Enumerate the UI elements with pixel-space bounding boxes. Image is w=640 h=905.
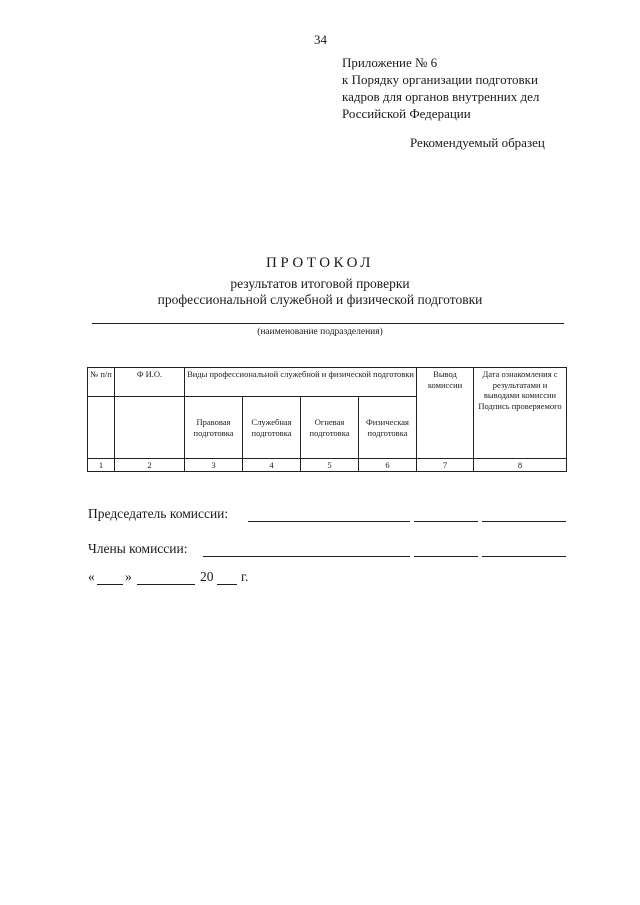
appendix-line: к Порядку организации подготовки	[342, 72, 538, 87]
table-header-row	[88, 368, 567, 397]
members-label: Члены комиссии:	[88, 541, 188, 556]
document-subtitle: результатов итоговой проверки	[230, 276, 410, 291]
column-number: 1	[88, 459, 115, 472]
column-number: 6	[359, 459, 417, 472]
date-year-line[interactable]	[217, 584, 237, 585]
chairman-signature-line[interactable]	[414, 521, 478, 522]
header-fire-training: Огневая подготовка	[301, 397, 359, 459]
members-initials-line[interactable]	[482, 556, 566, 557]
table-numbering-row	[88, 459, 567, 472]
unit-name-line[interactable]	[92, 323, 564, 324]
header-name: Ф И.О.	[115, 368, 185, 397]
appendix-header	[342, 54, 539, 122]
chairman-name-line[interactable]	[248, 521, 410, 522]
column-number: 3	[185, 459, 243, 472]
appendix-line: Приложение № 6	[342, 55, 438, 70]
header-service-training: Служебная подготовка	[243, 397, 301, 459]
date-year-suffix: г.	[241, 569, 249, 584]
members-signature-line[interactable]	[414, 556, 478, 557]
header-conclusion: Вывод комиссии	[417, 368, 474, 459]
chairman-initials-line[interactable]	[482, 521, 566, 522]
document-title: ПРОТОКОЛ	[266, 255, 374, 271]
date-month-line[interactable]	[137, 584, 195, 585]
date-open-quote: «	[88, 569, 95, 584]
column-number: 4	[243, 459, 301, 472]
page-number: 34	[314, 32, 327, 47]
date-close-quote: »	[125, 569, 132, 584]
recommended-sample-label: Рекомендуемый образец	[410, 135, 545, 150]
header-training-types: Виды профессиональной служебной и физической подготовки	[185, 368, 417, 397]
document-subtitle: профессиональной служебной и физической подготовки	[157, 292, 483, 307]
column-number: 5	[301, 459, 359, 472]
column-number: 8	[474, 459, 567, 472]
unit-name-caption: (наименование подразделения)	[257, 327, 383, 337]
header-number: № п/п	[88, 368, 115, 397]
header-physical-training: Физическая подготовка	[359, 397, 417, 459]
header-legal-training: Правовая подготовка	[185, 397, 243, 459]
empty-cell	[88, 397, 115, 459]
chairman-label: Председатель комиссии:	[88, 506, 229, 521]
header-acknowledgement: Дата ознакомления с результатами и выводами комиссии Подпись проверяемого	[474, 368, 567, 459]
appendix-line: кадров для органов внутренних дел	[342, 89, 540, 104]
members-name-line[interactable]	[203, 556, 410, 557]
column-number: 7	[417, 459, 474, 472]
results-table	[87, 367, 567, 472]
date-day-line[interactable]	[97, 584, 123, 585]
appendix-line: Российской Федерации	[342, 106, 471, 121]
column-number: 2	[115, 459, 185, 472]
date-year-prefix: 20	[200, 569, 214, 584]
empty-cell	[115, 397, 185, 459]
